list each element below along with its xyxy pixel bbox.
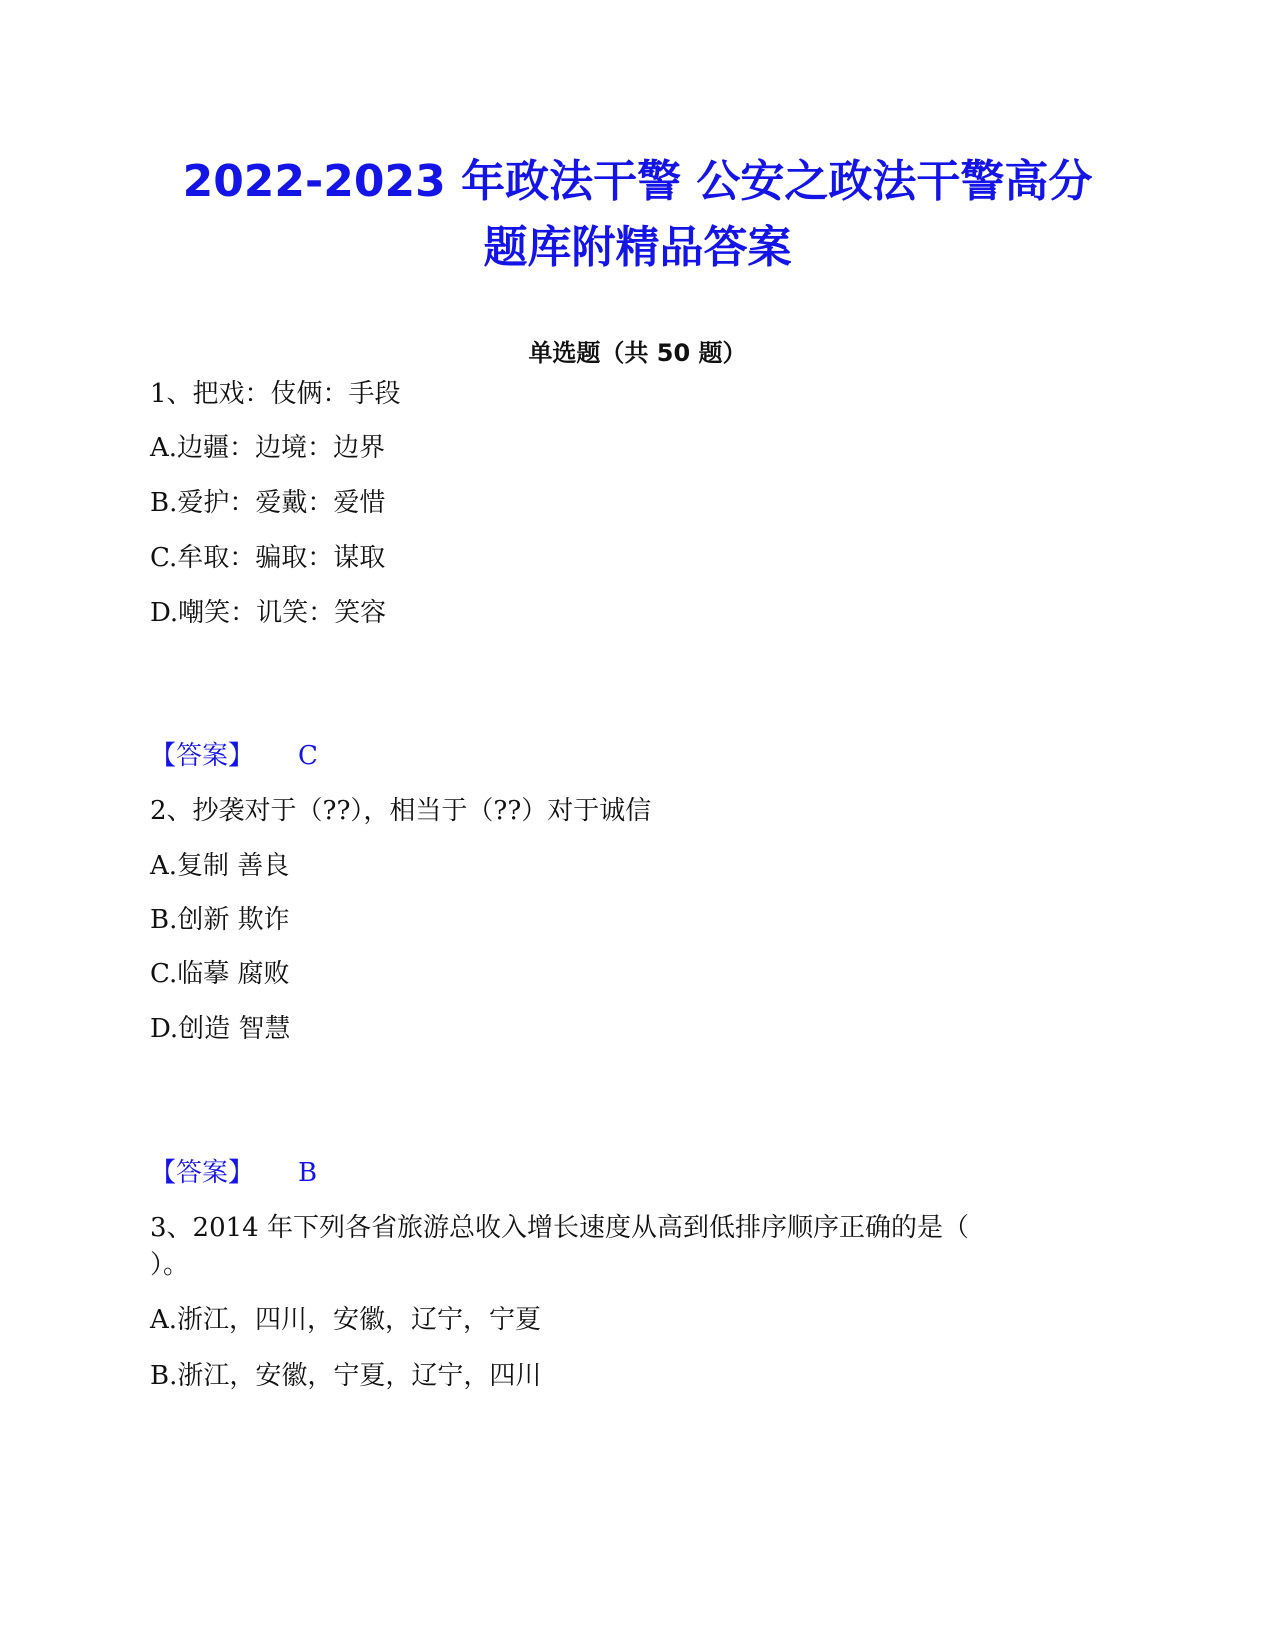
question-2-option-a: A.复制 善良 [150,851,290,881]
question-3-option-a: A.浙江，四川，安徽，辽宁，宁夏 [150,1305,542,1335]
answer-label: 【答案】 [150,741,255,771]
question-1-option-d: D.嘲笑：讥笑：笑容 [150,598,387,628]
question-2-stem: 2、抄袭对于（??），相当于（??）对于诚信 [150,796,652,826]
answer-value: B [298,1158,318,1188]
question-1-answer [150,738,318,774]
question-1-option-c: C.牟取：骗取：谋取 [150,543,386,573]
answer-label: 【答案】 [150,1158,255,1188]
question-3-option-b: B.浙江，安徽，宁夏，辽宁，四川 [150,1361,542,1391]
question-3-stem-line-2: ）。 [150,1250,190,1280]
document-title-line-2: 题库附精品答案 [483,222,792,273]
question-2-option-b: B.创新 欺诈 [150,905,290,935]
question-1-stem: 1、把戏：伎俩：手段 [150,379,401,409]
document-title-line-1: 2022-2023 年政法干警 公安之政法干警高分 [182,156,1093,207]
question-1-option-a: A.边疆：边境：边界 [150,433,386,463]
question-2-option-c: C.临摹 腐败 [150,959,290,989]
question-2-option-d: D.创造 智慧 [150,1014,291,1044]
question-2-answer [150,1155,317,1191]
question-3-stem-line-1: 3、2014 年下列各省旅游总收入增长速度从高到低排序顺序正确的是（ [150,1213,969,1243]
answer-value: C [298,741,318,771]
section-heading: 单选题（共 50 题） [528,339,747,367]
question-1-option-b: B.爱护：爱戴：爱惜 [150,488,386,518]
